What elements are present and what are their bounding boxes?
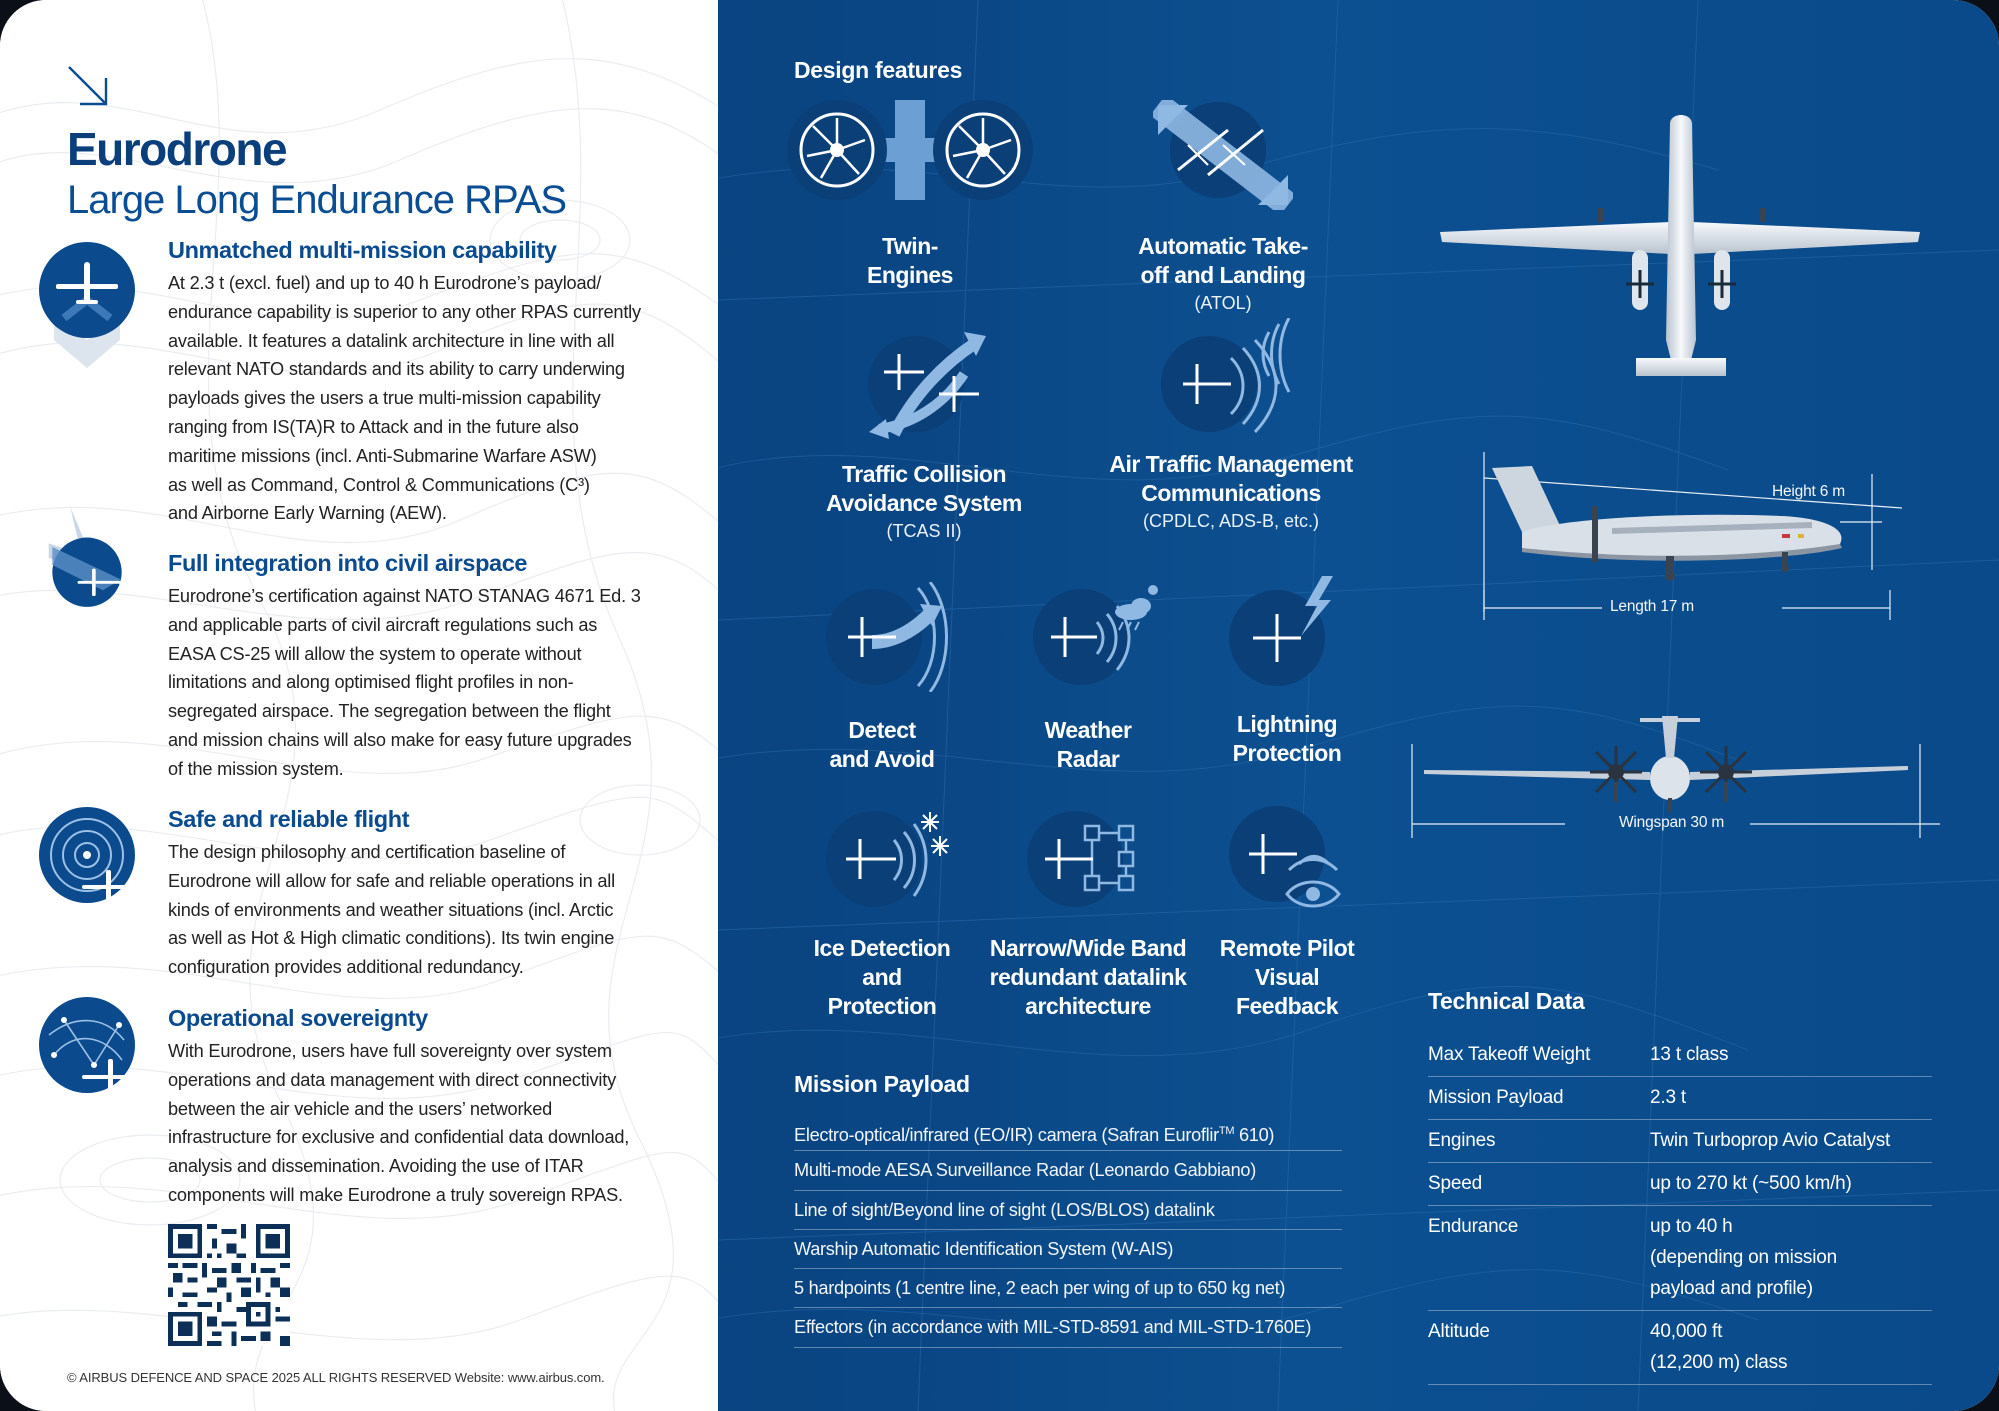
list-item: 5 hardpoints (1 centre line, 2 each per wing of up to 650 kg net) bbox=[794, 1269, 1342, 1308]
ice-detection-icon bbox=[812, 804, 952, 914]
feature-atm-communications: Air Traffic Management Communications (CPDLC, ADS-B, etc.) bbox=[1086, 318, 1376, 534]
atm-communications-icon bbox=[1151, 318, 1311, 444]
top-view-aircraft bbox=[1430, 104, 1930, 394]
length-dimension: Length 17 m bbox=[1610, 598, 1694, 615]
datalink-icon bbox=[1023, 804, 1153, 914]
table-row: Max Takeoff Weight 13 t class bbox=[1428, 1034, 1932, 1077]
mission-payload-list bbox=[794, 1112, 1342, 1348]
feature-safe-flight bbox=[168, 806, 668, 982]
atol-icon bbox=[1153, 100, 1293, 210]
feature-sovereignty bbox=[168, 1005, 668, 1210]
list-item: Multi-mode AESA Surveillance Radar (Leonardo Gabbiano) bbox=[794, 1151, 1342, 1190]
weather-radar-icon bbox=[1013, 582, 1163, 692]
feature-civil-airspace bbox=[168, 550, 668, 784]
feature-lightning-protection: Lightning Protection bbox=[1182, 576, 1392, 768]
list-item: Warship Automatic Identification System (W-AIS) bbox=[794, 1230, 1342, 1269]
feature-ice-detection: Ice Detection and Protection bbox=[772, 804, 992, 1021]
table-row: Altitude 40,000 ft (12,200 m) class bbox=[1428, 1311, 1932, 1385]
design-features-heading: Design features bbox=[794, 57, 963, 83]
wingspan-dimension: Wingspan 30 m bbox=[1619, 814, 1725, 831]
feature-heading: Full integration into civil airspace bbox=[168, 550, 528, 576]
airliner-drone-icon bbox=[34, 500, 140, 630]
table-row: Endurance up to 40 h (depending on mission payload and profile) bbox=[1428, 1206, 1932, 1311]
feature-body: The design philosophy and certification baseline of Eurodrone will allow for safe and reliable operations in all kinds of environments and weather situations (incl. Arctic as well as Hot & High climatic conditions). Its twin engine configuration provides additional redundancy. bbox=[168, 842, 615, 978]
page-title: Eurodrone bbox=[67, 123, 287, 175]
tcas-icon bbox=[854, 324, 994, 444]
feature-heading: Unmatched multi-mission capability bbox=[168, 237, 557, 263]
feature-atol: Automatic Take- off and Landing (ATOL) bbox=[1098, 100, 1348, 316]
feature-body: Eurodrone’s certification against NATO STANAG 4671 Ed. 3 and applicable parts of civil aircraft regulations such as EASA CS-25 will allow the system to operate without limitations and along optimised flight profiles in non- segregated airspace. The segregation between the flight and mission chains will also make for easy future upgrades of the mission system. bbox=[168, 586, 641, 779]
feature-detect-avoid: Detect and Avoid bbox=[772, 582, 992, 774]
table-row: Engines Twin Turboprop Avio Catalyst bbox=[1428, 1120, 1932, 1163]
feature-heading: Operational sovereignty bbox=[168, 1005, 428, 1031]
left-panel bbox=[0, 0, 718, 1411]
list-item: Electro-optical/infrared (EO/IR) camera (Safran Euroflir™ 610) bbox=[794, 1112, 1342, 1151]
feature-weather-radar: Weather Radar bbox=[986, 582, 1190, 774]
height-dimension: Height 6 m bbox=[1772, 483, 1845, 500]
feature-tcas: Traffic Collision Avoidance System (TCAS II) bbox=[794, 324, 1054, 544]
lightning-protection-icon bbox=[1227, 576, 1347, 692]
feature-twin-engines: Twin- Engines bbox=[780, 100, 1040, 290]
visual-feedback-icon bbox=[1227, 804, 1347, 914]
feature-body: With Eurodrone, users have full sovereignty over system operations and data management with direct connectivity between the air vehicle and the users’ networked infrastructure for exclusive and confidential data download, analysis and dissemination. Avoiding the use of ITAR components will make Eurodrone a truly sovereign RPAS. bbox=[168, 1041, 630, 1205]
detect-avoid-icon bbox=[812, 582, 952, 692]
list-item: Line of sight/Beyond line of sight (LOS/BLOS) datalink bbox=[794, 1191, 1342, 1230]
target-drone-icon bbox=[34, 800, 140, 930]
technical-data-table bbox=[1428, 1034, 1932, 1385]
feature-heading: Safe and reliable flight bbox=[168, 806, 410, 832]
drone-shield-icon bbox=[34, 240, 140, 370]
feature-datalink: Narrow/Wide Band redundant datalink architecture bbox=[956, 804, 1220, 1021]
network-drone-icon bbox=[34, 995, 140, 1125]
technical-data-heading: Technical Data bbox=[1428, 988, 1585, 1014]
table-row: Speed up to 270 kt (~500 km/h) bbox=[1428, 1163, 1932, 1206]
arrow-down-right-icon bbox=[66, 64, 110, 108]
mission-payload-heading: Mission Payload bbox=[794, 1071, 970, 1097]
list-item: Effectors (in accordance with MIL-STD-8591 and MIL-STD-1760E) bbox=[794, 1308, 1342, 1347]
copyright-notice: © AIRBUS DEFENCE AND SPACE 2025 ALL RIGHTS RESERVED Website: www.airbus.com. bbox=[67, 1370, 605, 1385]
side-view-aircraft bbox=[1482, 452, 1902, 612]
table-row: Mission Payload 2.3 t bbox=[1428, 1077, 1932, 1120]
qr-code[interactable] bbox=[168, 1224, 290, 1346]
twin-engines-icon bbox=[785, 100, 1035, 210]
feature-visual-feedback: Remote Pilot Visual Feedback bbox=[1182, 804, 1392, 1021]
page-subtitle: Large Long Endurance RPAS bbox=[67, 178, 567, 222]
feature-multi-mission bbox=[168, 237, 668, 528]
feature-body: At 2.3 t (excl. fuel) and up to 40 h Eurodrone’s payload/ endurance capability is superior to any other RPAS currently available. It features a datalink architecture in line with all relevant NATO standards and its ability to carry underwing payloads gives the users a true multi-mission capability ranging from IS(TA)R to Attack and in the future also maritime missions (incl. Anti-Submarine Warfare ASW) as well as Command, Control & Communications (C³) and Airborne Early Warning (AEW). bbox=[168, 273, 641, 524]
